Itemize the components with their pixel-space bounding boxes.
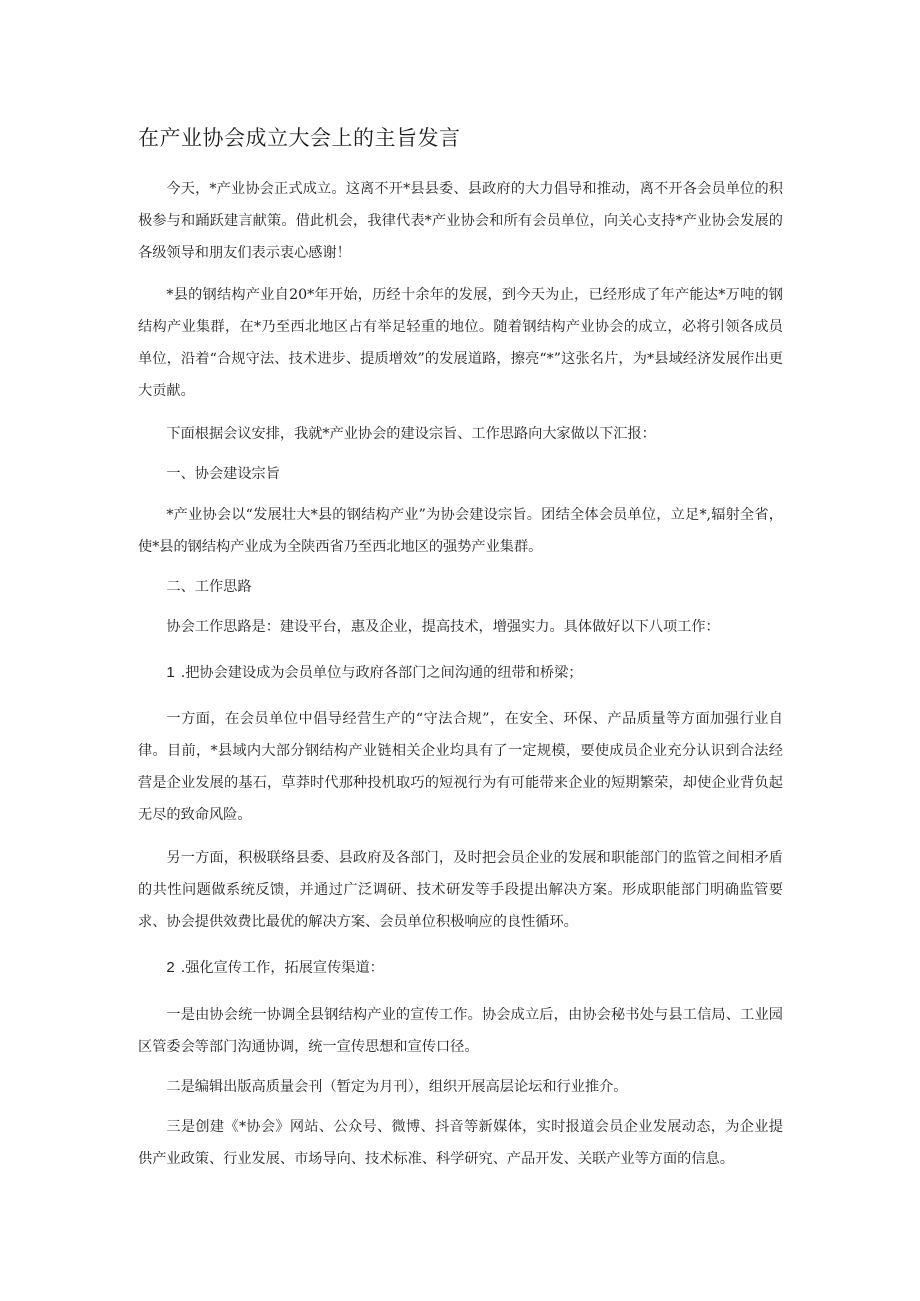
paragraph-third-point: 三是创建《*协会》网站、公众号、微博、抖音等新媒体，实时报道会员企业发展动态，为企业提供产业政策、行业发展、市场导向、技术标准、科学研究、产品开发、关联产业等方面的信息。: [138, 1119, 783, 1167]
list-item-1: [138, 657, 783, 689]
section-heading-approach: 二、工作思路: [166, 579, 252, 595]
paragraph-industry-history: *县的钢结构产业自20*年开始，历经十余年的发展，到今天为止，已经形成了年产能达*万吨的钢结构产业集群，在*乃至西北地区占有举足轻重的地位。随着钢结构产业协会的成立，必将引领各成员单位，沿着“合规守法、技术进步、提质增效”的发展道路，擦亮“*”这张名片，为*县域经济发展作出更大贡献。: [138, 287, 783, 399]
list-item-1-number: 1: [166, 664, 175, 681]
list-item-2-number: 2: [166, 959, 175, 976]
section-heading-purpose: 一、协会建设宗旨: [166, 466, 280, 482]
paragraph-one-side: 一方面，在会员单位中倡导经营生产的“守法合规”，在安全、环保、产品质量等方面加强行业自律。目前，*县域内大部分钢结构产业链相关企业均具有了一定规模，要使成员企业充分认识到合法经营是企业发展的基石，草莽时代那种投机取巧的短视行为有可能带来企业的短期繁荣，却使企业背负起无尽的致命风险。: [138, 711, 783, 823]
paragraph-report-intro: 下面根据会议安排，我就*产业协会的建设宗旨、工作思路向大家做以下汇报：: [166, 426, 656, 442]
paragraph-second-point: 二是编辑出版高质量会刊（暂定为月刊），组织开展高层论坛和行业推介。: [166, 1079, 628, 1095]
paragraph-first-point: 一是由协会统一协调全县钢结构产业的宣传工作。协会成立后，由协会秘书处与县工信局、工业园区管委会等部门沟通协调，统一宣传思想和宣传口径。: [138, 1007, 783, 1055]
paragraph-other-side: 另一方面，积极联络县委、县政府及各部门，及时把会员企业的发展和职能部门的监管之间相矛盾的共性问题做系统反馈，并通过广泛调研、技术研发等手段提出解决方案。形成职能部门明确监管要求、协会提供效费比最优的解决方案、会员单位积极响应的良性循环。: [138, 850, 783, 930]
list-item-1-text: .把协会建设成为会员单位与政府各部门之间沟通的纽带和桥梁；: [180, 665, 583, 681]
list-item-2: [138, 952, 783, 984]
paragraph-opening: 今天，*产业协会正式成立。这离不开*县县委、县政府的大力倡导和推动，离不开各会员单位的积极参与和踊跃建言献策。借此机会，我律代表*产业协会和所有会员单位，向关心支持*产业协会发展的各级领导和朋友们表示衷心感谢！: [138, 181, 783, 261]
document-title: 在产业协会成立大会上的主旨发言: [138, 126, 461, 150]
paragraph-purpose: *产业协会以“发展壮大*县的钢结构产业”为协会建设宗旨。团结全体会员单位，立足*,辐射全省，使*县的钢结构产业成为全陕西省乃至西北地区的强势产业集群。: [138, 507, 783, 555]
list-item-2-text: .强化宣传工作，拓展宣传渠道：: [180, 960, 384, 976]
paragraph-approach: 协会工作思路是：建设平台，惠及企业，提高技术，增强实力。具体做好以下八项工作：: [166, 619, 720, 635]
